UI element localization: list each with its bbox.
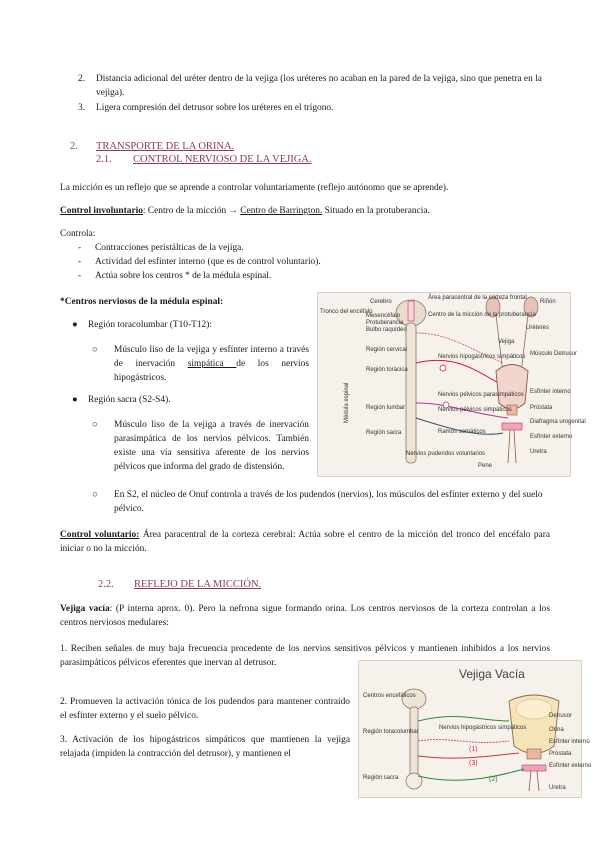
control-involuntario bbox=[60, 204, 560, 218]
list-item: - Actividad del esfínter interno (que es de control voluntario). bbox=[78, 257, 321, 267]
svg-text:Nervios hipogástricos simpátic: Nervios hipogástricos simpáticos bbox=[438, 354, 526, 360]
svg-text:Nervios pudendos voluntarios: Nervios pudendos voluntarios bbox=[406, 451, 486, 457]
bullet-sacra: ● Región sacra (S2-S4). bbox=[72, 395, 171, 405]
subsection-number: 2.2. bbox=[98, 579, 114, 590]
toracolumbar-detail: ○ Músculo liso de la vejiga y esfínter interno a través de inervación simpática de los nervios hipogástricos. bbox=[92, 345, 309, 383]
section-number: 2. bbox=[70, 141, 78, 152]
bullet-toracolumbar: ● Región toracolumbar (T10-T12): bbox=[72, 320, 212, 330]
vejiga-vacia-paragraph: Vejiga vacía: (P interna aprox. 0). Pero la nefrona sigue formando orina. Los centros nerviosos de la corteza controlan a los centros nerviosos medulares: bbox=[60, 604, 551, 628]
list-item: - Actúa sobre los centros * de la médula espinal. bbox=[78, 271, 272, 281]
svg-text:(1): (1) bbox=[469, 746, 478, 753]
svg-text:Nervios hipogástricos simpátic: Nervios hipogástricos simpáticos bbox=[439, 725, 527, 731]
svg-text:Vejiga: Vejiga bbox=[498, 339, 515, 345]
svg-text:Próstata: Próstata bbox=[530, 405, 553, 411]
svg-text:Región lumbar: Región lumbar bbox=[366, 405, 406, 411]
item-number: 3. bbox=[78, 103, 86, 113]
svg-text:Bulbo raquídeo: Bulbo raquídeo bbox=[366, 327, 407, 333]
svg-text:Mesencéfalo: Mesencéfalo bbox=[366, 313, 401, 319]
item-text: Ligera compresión del detrusor sobre los uréteres en el trígono. bbox=[96, 103, 334, 113]
brain-shape bbox=[402, 689, 426, 709]
list-item: - Contracciones peristálticas de la vejiga. bbox=[78, 243, 244, 253]
svg-text:Riñón: Riñón bbox=[540, 299, 556, 305]
svg-text:Centro de la micción de la pro: Centro de la micción de la protuberancia bbox=[428, 312, 536, 318]
control-voluntario: Control voluntario: Área paracentral de la corteza cerebral: Actúa sobre el centro de la micción del tronco del encéfalo para iniciar o no la micción. bbox=[60, 530, 550, 554]
svg-text:Área paracentral de la corteza: Área paracentral de la corteza frontal bbox=[428, 295, 527, 301]
subsection-title: CONTROL NERVIOSO DE LA VEJIGA. bbox=[133, 154, 312, 165]
controla-list bbox=[78, 241, 478, 283]
svg-text:Próstata: Próstata bbox=[549, 751, 572, 757]
numbered-item bbox=[78, 72, 548, 100]
svg-text:Ramos somáticos: Ramos somáticos bbox=[438, 429, 486, 435]
section-title: TRANSPORTE DE LA ORINA. bbox=[96, 141, 235, 152]
svg-text:(2): (2) bbox=[489, 776, 498, 783]
svg-text:Nervios pélvicos parasimpático: Nervios pélvicos parasimpáticos bbox=[438, 392, 524, 398]
intro-paragraph: La micción es un reflejo que se aprende a controlar voluntariamente (reflejo autónomo que se aprende). bbox=[60, 183, 449, 193]
svg-text:Región sacra: Región sacra bbox=[366, 430, 402, 436]
item-number: 2. bbox=[78, 74, 86, 84]
barrington-link: Centro de Barrington. bbox=[240, 206, 323, 216]
control-involuntario-text: : Centro de la micción → bbox=[142, 206, 241, 216]
nervous-control-diagram bbox=[317, 292, 586, 477]
svg-text:Esfínter externo: Esfínter externo bbox=[530, 434, 573, 440]
svg-text:Cerebro: Cerebro bbox=[370, 299, 392, 305]
svg-text:Pene: Pene bbox=[478, 463, 493, 469]
svg-text:Región sacra: Región sacra bbox=[363, 775, 399, 781]
svg-text:(3): (3) bbox=[469, 760, 478, 767]
svg-text:Esfínter interno: Esfínter interno bbox=[530, 389, 571, 395]
centros-title: *Centros nerviosos de la médula espinal: bbox=[60, 297, 224, 307]
svg-text:Uretra: Uretra bbox=[530, 449, 547, 455]
svg-text:Uréteres: Uréteres bbox=[526, 325, 550, 331]
svg-text:Región cervical: Región cervical bbox=[366, 347, 408, 353]
svg-text:Tronco del encéfalo: Tronco del encéfalo bbox=[320, 309, 373, 315]
vejiga-vacia-diagram bbox=[358, 660, 592, 798]
control-involuntario-text-b: Situado en la protuberancia. bbox=[322, 206, 430, 216]
item-text: Distancia adicional del uréter dentro de la vejiga (los uréteres no acaban en la pared de la vejiga, sino que penetra en la vejiga). bbox=[96, 74, 542, 98]
svg-text:Músculo Detrusor: Músculo Detrusor bbox=[530, 351, 578, 357]
numbered-item bbox=[78, 101, 548, 115]
controla-label: Controla: bbox=[60, 229, 96, 239]
control-involuntario-label: Control involuntario bbox=[60, 206, 143, 216]
onuf-detail: ○ En S2, el núcleo de Onuf controla a través de los pudendos (nervios), los músculos del esfínter externo y del suelo pélvico. bbox=[92, 490, 543, 514]
figure-title: Vejiga Vacía bbox=[459, 667, 525, 681]
reflejo-item-3: 3. Activación de los hipogástricos simpáticos que mantienen la vejiga relajada (impiden la contracción del detrusor), y mantienen el bbox=[60, 735, 350, 759]
bladder-shape bbox=[496, 365, 528, 410]
svg-text:Nervios pélvicos simpáticos: Nervios pélvicos simpáticos bbox=[438, 407, 512, 413]
svg-text:Región torácica: Región torácica bbox=[366, 367, 408, 373]
svg-text:Protuberancia: Protuberancia bbox=[366, 320, 404, 326]
svg-text:Región toracolumbar: Región toracolumbar bbox=[363, 729, 419, 735]
subsection-number: 2.1. bbox=[96, 154, 112, 165]
spinal-cord bbox=[406, 323, 416, 463]
svg-text:Detrusor: Detrusor bbox=[549, 713, 573, 719]
svg-text:Esfínter externo: Esfínter externo bbox=[549, 763, 592, 769]
hypogastric-nerve bbox=[416, 360, 508, 388]
subsection-title: REFLEJO DE LA MICCIÓN. bbox=[134, 579, 262, 590]
svg-text:Orina: Orina bbox=[549, 727, 564, 733]
svg-text:Esfínter interno: Esfínter interno bbox=[549, 739, 590, 745]
reflejo-item-1: 1. Reciben señales de muy baja frecuencia procedente de los nervios sensitivos pélvicos y mantienen inhibidos a los nervios parasimpáticos pélvicos eferentes que inervan al detrusor. bbox=[60, 644, 550, 668]
reflejo-item-2: 2. Promueven la activación tónica de los pudendos para mantener contraído el esfínter externo y el suelo pélvico. bbox=[60, 697, 350, 721]
svg-text:Médula espinal: Médula espinal bbox=[344, 382, 350, 423]
svg-text:Uretra: Uretra bbox=[549, 785, 566, 791]
svg-text:Centros encefálicos: Centros encefálicos bbox=[363, 693, 416, 699]
svg-text:Diafragma urogenital: Diafragma urogenital bbox=[530, 419, 586, 425]
sacra-detail: ○ Músculo liso de la vejiga a través de inervación parasimpática de los nervios pélvicos. También existe una vía sensitiva aferente de los nervios pélvicos que informa del grado de distensión. bbox=[92, 420, 309, 472]
